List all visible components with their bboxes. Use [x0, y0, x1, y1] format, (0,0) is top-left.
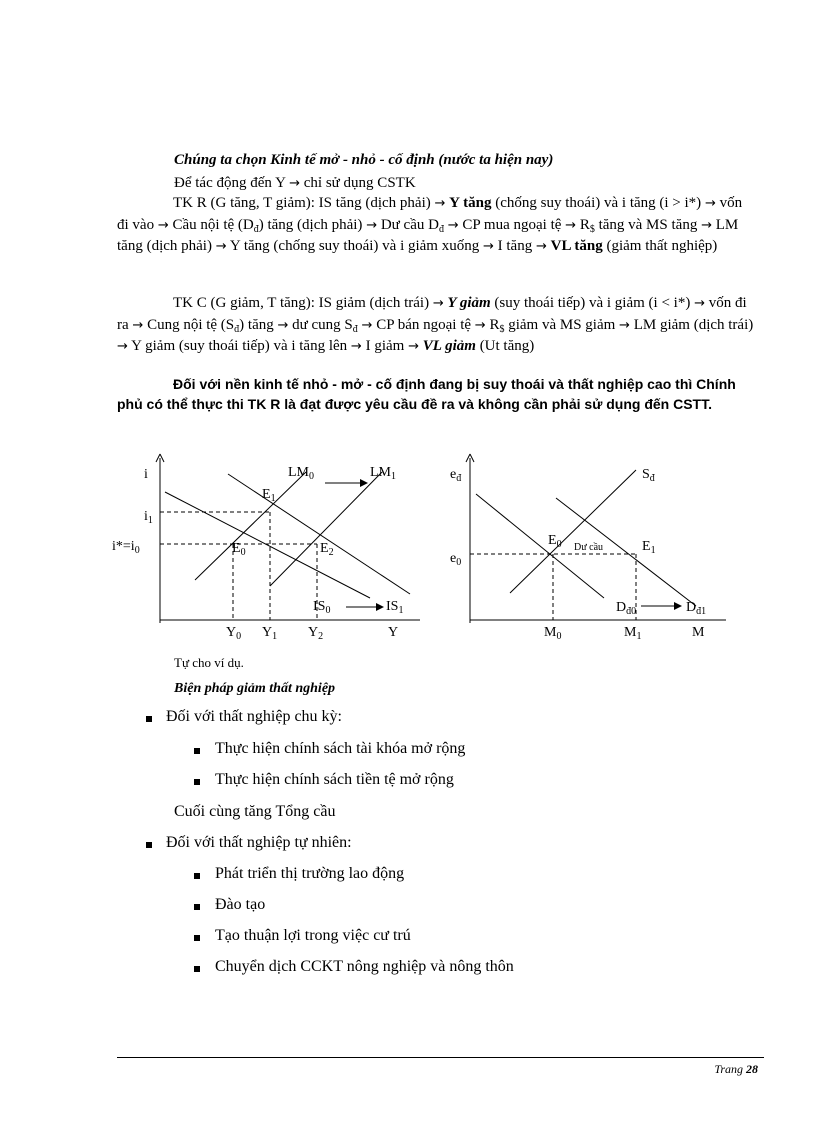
- arrow-right-icon: →: [289, 176, 301, 191]
- lm0-curve: [195, 472, 306, 580]
- label-y2: $Y_2$: [308, 625, 324, 642]
- caption: Tự cho ví dụ.: [174, 655, 244, 670]
- arrow-right-icon: →: [350, 339, 362, 354]
- square-bullet-icon: [146, 842, 152, 848]
- page-number: Trang 28: [714, 1062, 758, 1076]
- y-axis-arrowhead: [160, 454, 164, 462]
- is0-curve: [165, 492, 370, 598]
- label-m0: $M_0$: [544, 625, 562, 642]
- label-e1: $E_1$: [262, 487, 276, 504]
- dd-shift-arrowhead: [674, 602, 682, 610]
- label-is1: $IS_1$: [386, 599, 404, 616]
- is-shift-arrowhead: [376, 603, 384, 611]
- label-i1: $i_1$: [144, 509, 153, 526]
- arrow-right-icon: →: [704, 196, 716, 211]
- arrow-right-icon: →: [215, 239, 227, 254]
- arrow-right-icon: →: [361, 317, 373, 333]
- list-item: Phát triển thị trường lao động: [215, 865, 405, 882]
- currency-market-diagram: [446, 448, 736, 648]
- arrow-right-icon: →: [132, 317, 144, 333]
- square-bullet-icon: [194, 873, 200, 879]
- square-bullet-icon: [194, 935, 200, 941]
- is1-curve: [228, 474, 410, 594]
- label-dd0: $D_{đ0}$: [616, 600, 637, 617]
- final-note: Cuối cùng tăng Tổng cầu: [174, 803, 336, 820]
- list-item-natural: Đối với thất nghiệp tự nhiên:: [166, 834, 352, 851]
- list-item: Tạo thuận lợi trong việc cư trú: [215, 927, 411, 944]
- intro-line: Để tác động đến Y → chỉ sử dụng CSTK: [174, 175, 416, 191]
- arrow-right-icon: →: [535, 239, 547, 254]
- section-title: Biện pháp giảm thất nghiệp: [174, 681, 336, 696]
- arrow-right-icon: →: [434, 196, 446, 211]
- sd-curve: [510, 470, 636, 593]
- arrow-right-icon: →: [565, 217, 577, 233]
- label-is0: $IS_0$: [313, 599, 331, 616]
- label-ed0: $e_0$: [450, 551, 462, 568]
- arrow-right-icon: →: [619, 317, 630, 333]
- label-e2: $E_2$: [320, 541, 334, 558]
- y-axis-arrowhead: [470, 454, 474, 462]
- footer-divider: [117, 1057, 764, 1058]
- square-bullet-icon: [194, 904, 200, 910]
- arrow-right-icon: →: [408, 339, 419, 354]
- label-lm0: $LM_0$: [288, 465, 314, 482]
- y-axis-arrowhead: [156, 454, 160, 462]
- paragraph-conclusion: Đối với nền kinh tế nhỏ - mở - cố định đang bị suy thoái và thất nghiệp cao thì Chính phủ có thể thực thi TK R là đạt được yêu cầu đề ra và không cần phải sử dụng đến CSTT.: [117, 376, 736, 412]
- arrow-right-icon: →: [482, 239, 494, 254]
- list-item: Đào tạo: [215, 896, 266, 913]
- label-y1: $Y_1$: [262, 625, 278, 642]
- arrow-right-icon: →: [277, 317, 289, 333]
- label-sd: $S_đ$: [642, 467, 655, 484]
- axis-label-m: M: [692, 625, 705, 640]
- arrow-right-icon: →: [157, 217, 169, 233]
- paragraph-expansionary-fiscal: TK R (G tăng, T giảm): IS tăng (dịch phải) → Y tăng (chống suy thoái) và i tăng (i > i*) → vốn đi vào → Cầu nội tệ $(D_đ)$ tăng (dịch phải) → Dư cầu $D_đ$ → CP mua ngoại tệ → $R_{\$}$ tăng và MS tăng → LM tăng (dịch phải) → Y tăng (chống suy thoái) và i giảm xuống → I tăng → VL tăng (giảm thất nghiệp): [117, 195, 743, 254]
- list-item: Chuyển dịch CCKT nông nghiệp và nông thôn: [215, 958, 514, 975]
- arrow-right-icon: →: [474, 317, 486, 333]
- label-e1: $E_1$: [642, 539, 656, 556]
- arrow-right-icon: →: [694, 296, 705, 311]
- list-item: Thực hiện chính sách tài khóa mở rộng: [215, 740, 466, 757]
- section-heading: Chúng ta chọn Kinh tế mở - nhỏ - cố định (nước ta hiện nay): [174, 152, 554, 168]
- label-du-cau: Dư cầu: [574, 542, 604, 553]
- label-y0: $Y_0$: [226, 625, 242, 642]
- is-lm-diagram: [110, 448, 430, 648]
- label-m1: $M_1$: [624, 625, 642, 642]
- y-axis-arrowhead: [466, 454, 470, 462]
- axis-label-i: i: [144, 467, 148, 482]
- label-e0: $E_0$: [548, 533, 562, 550]
- label-e0: $E_0$: [232, 541, 246, 558]
- label-lm1: $LM_1$: [370, 465, 396, 482]
- paragraph-contractionary-fiscal: TK C (G giảm, T tăng): IS giảm (dịch trái) → Y giảm (suy thoái tiếp) và i giảm (i < i*) → vốn đi ra → Cung nội tệ $(S_đ)$ tăng → dư cung $S_đ$ → CP bán ngoại tệ → $R_{\$}$ giảm và MS giảm → LM giảm (dịch trái) → Y giảm (suy thoái tiếp) và i tăng lên → I giảm → VL giảm (Ut tăng): [117, 295, 754, 354]
- list-item: Thực hiện chính sách tiền tệ mở rộng: [215, 771, 454, 788]
- axis-label-ed: $e_đ$: [450, 467, 462, 484]
- square-bullet-icon: [194, 966, 200, 972]
- lm-shift-arrowhead: [360, 479, 368, 487]
- arrow-right-icon: →: [447, 217, 459, 233]
- square-bullet-icon: [194, 748, 200, 754]
- label-dd1: $D_{đ1}$: [686, 600, 707, 617]
- arrow-right-icon: →: [701, 217, 712, 233]
- arrow-right-icon: →: [432, 296, 444, 311]
- square-bullet-icon: [146, 716, 152, 722]
- arrow-right-icon: →: [117, 339, 128, 354]
- list-item-cyclical: Đối với thất nghiệp chu kỳ:: [166, 708, 342, 725]
- lm1-curve: [270, 472, 382, 586]
- square-bullet-icon: [194, 779, 200, 785]
- axis-label-y: Y: [388, 625, 399, 640]
- arrow-right-icon: →: [366, 217, 378, 233]
- label-istar: $i*=i_0$: [112, 539, 140, 556]
